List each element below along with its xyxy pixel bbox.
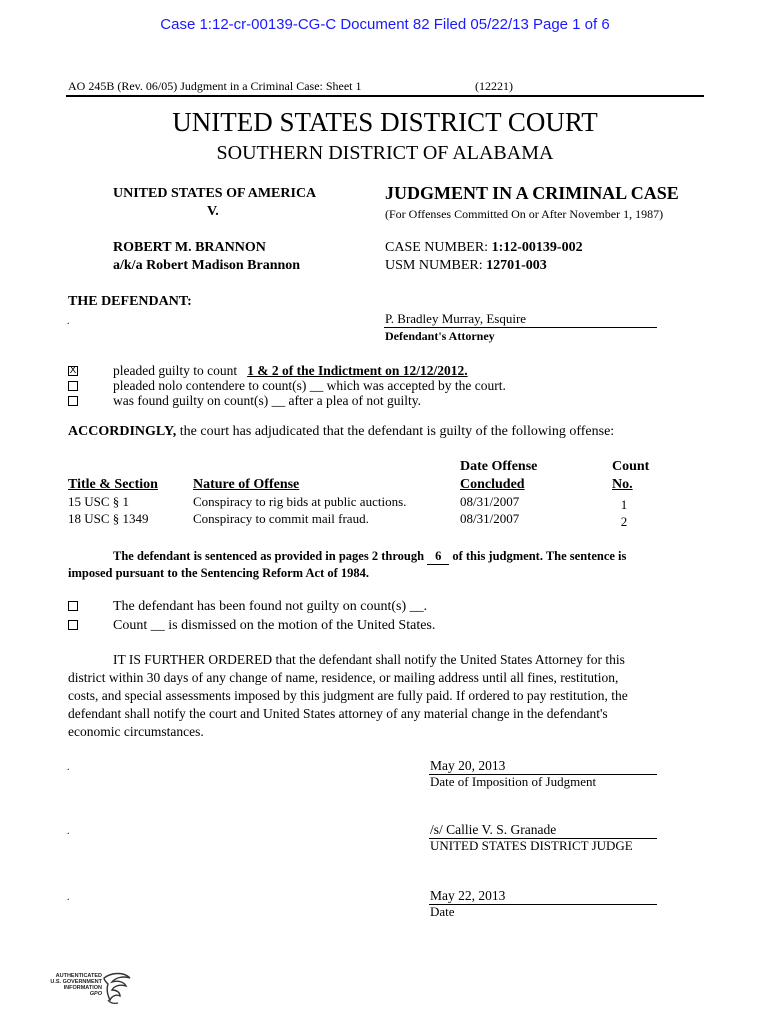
- plea-checkbox[interactable]: [68, 381, 78, 391]
- plea-checkbox[interactable]: X: [69, 365, 77, 376]
- usm-number-value: 12701-003: [486, 258, 547, 273]
- signature-label: UNITED STATES DISTRICT JUDGE: [430, 838, 633, 853]
- defendant-name: ROBERT M. BRANNON: [113, 240, 266, 255]
- attorney-name: P. Bradley Murray, Esquire: [385, 311, 527, 326]
- sentence-pages: 6: [427, 549, 449, 565]
- offense-count: 1: [620, 497, 628, 512]
- col-count-bottom: No.: [612, 477, 633, 492]
- plea-prefix: pleaded nolo contendere to count(s) __ which was accepted by the court.: [113, 378, 506, 393]
- case-number-value: 1:12-00139-002: [491, 240, 583, 255]
- plea-text: [113, 393, 421, 409]
- defendant-heading: THE DEFENDANT:: [68, 294, 192, 309]
- accordingly-statement: [68, 424, 614, 440]
- plea-text: [113, 363, 468, 379]
- usm-number-label: USM NUMBER:: [385, 258, 483, 273]
- sentence-part2: of this judgment. The sentence is: [452, 549, 627, 563]
- signature-value: May 20, 2013: [430, 758, 506, 773]
- form-number: AO 245B (Rev. 06/05) Judgment in a Criminal Case: Sheet 1: [68, 79, 362, 93]
- dot-marker: .: [67, 892, 70, 903]
- offense-nature: Conspiracy to commit mail fraud.: [193, 511, 369, 526]
- order-line: costs, and special assessments imposed by this judgment are fully paid. If ordered to pay restitution, the: [68, 688, 628, 703]
- col-title-section: Title & Section: [68, 477, 158, 492]
- eagle-icon: [100, 970, 134, 1006]
- col-date-top: Date Offense: [460, 459, 538, 474]
- plea-prefix: was found guilty on count(s) __ after a plea of not guilty.: [113, 393, 422, 408]
- order-line: IT IS FURTHER ORDERED that the defendant shall notify the United States Attorney for this: [113, 652, 625, 667]
- plea-prefix: pleaded guilty to count: [113, 363, 238, 378]
- offense-date: 08/31/2007: [460, 494, 520, 509]
- count-checkbox[interactable]: [68, 620, 78, 630]
- judgment-title: JUDGMENT IN A CRIMINAL CASE: [385, 183, 679, 203]
- signature-label: Date of Imposition of Judgment: [430, 774, 597, 789]
- versus-label: V.: [207, 204, 219, 219]
- gpo-authentication-seal: [42, 970, 132, 1010]
- defendant-aka: a/k/a Robert Madison Brannon: [113, 258, 301, 273]
- case-number-label: CASE NUMBER:: [385, 240, 489, 255]
- seal-line-1: AUTHENTICATED: [55, 973, 102, 979]
- offense-count: 2: [620, 514, 628, 529]
- dot-marker: .: [67, 826, 70, 837]
- col-date-bottom: Concluded: [460, 477, 525, 492]
- order-line: district within 30 days of any change of name, residence, or mailing address until all fines, restitution,: [68, 670, 619, 685]
- count-option-text: Count __ is dismissed on the motion of the United States.: [113, 618, 436, 633]
- order-line: defendant shall notify the court and United States attorney of any material change in the defendant's: [68, 706, 608, 721]
- signature-line: [429, 904, 657, 905]
- usm-number: [385, 258, 547, 274]
- sentence-line-2: imposed pursuant to the Sentencing Reform Act of 1984.: [68, 566, 370, 580]
- court-title: UNITED STATES DISTRICT COURT: [172, 107, 598, 137]
- case-filing-header: Case 1:12-cr-00139-CG-C Document 82 Filed 05/22/13 Page 1 of 6: [160, 16, 610, 33]
- court-district: SOUTHERN DISTRICT OF ALABAMA: [216, 142, 554, 164]
- offense-date: 08/31/2007: [460, 511, 520, 526]
- seal-line-2: U.S. GOVERNMENT: [50, 979, 102, 985]
- sentence-part1: The defendant is sentenced as provided in pages 2 through: [113, 549, 425, 563]
- col-nature: Nature of Offense: [193, 477, 300, 492]
- sentence-line-1: [113, 549, 626, 565]
- judgment-subtitle: (For Offenses Committed On or After November 1, 1987): [385, 207, 664, 221]
- offense-section: 18 USC § 1349: [68, 511, 149, 526]
- accordingly-text: the court has adjudicated that the defendant is guilty of the following offense:: [179, 424, 615, 439]
- offense-nature: Conspiracy to rig bids at public auctions.: [193, 494, 407, 509]
- signature-value: May 22, 2013: [430, 888, 506, 903]
- seal-line-4: GPO: [89, 991, 102, 997]
- signature-value: /s/ Callie V. S. Granade: [430, 822, 557, 837]
- count-checkbox[interactable]: [68, 601, 78, 611]
- plea-text: [113, 378, 506, 394]
- attorney-label: Defendant's Attorney: [385, 329, 495, 343]
- count-option-text: The defendant has been found not guilty on count(s) __.: [113, 599, 428, 614]
- order-line: economic circumstances.: [68, 724, 204, 739]
- signature-label: Date: [430, 904, 455, 919]
- dot-marker: .: [67, 316, 70, 327]
- plaintiff-name: UNITED STATES OF AMERICA: [113, 186, 317, 201]
- plea-detail: 1 & 2 of the Indictment on 12/12/2012.: [247, 363, 468, 378]
- form-code: (12221): [475, 79, 513, 93]
- plea-checkbox[interactable]: [68, 396, 78, 406]
- dot-marker: .: [67, 762, 70, 773]
- form-divider: [66, 95, 704, 97]
- offense-section: 15 USC § 1: [68, 494, 130, 509]
- col-count-top: Count: [612, 459, 650, 474]
- accordingly-lead: ACCORDINGLY,: [68, 424, 177, 439]
- attorney-signature-line: [384, 327, 657, 328]
- case-number: [385, 240, 583, 256]
- seal-line-3: INFORMATION: [63, 985, 102, 991]
